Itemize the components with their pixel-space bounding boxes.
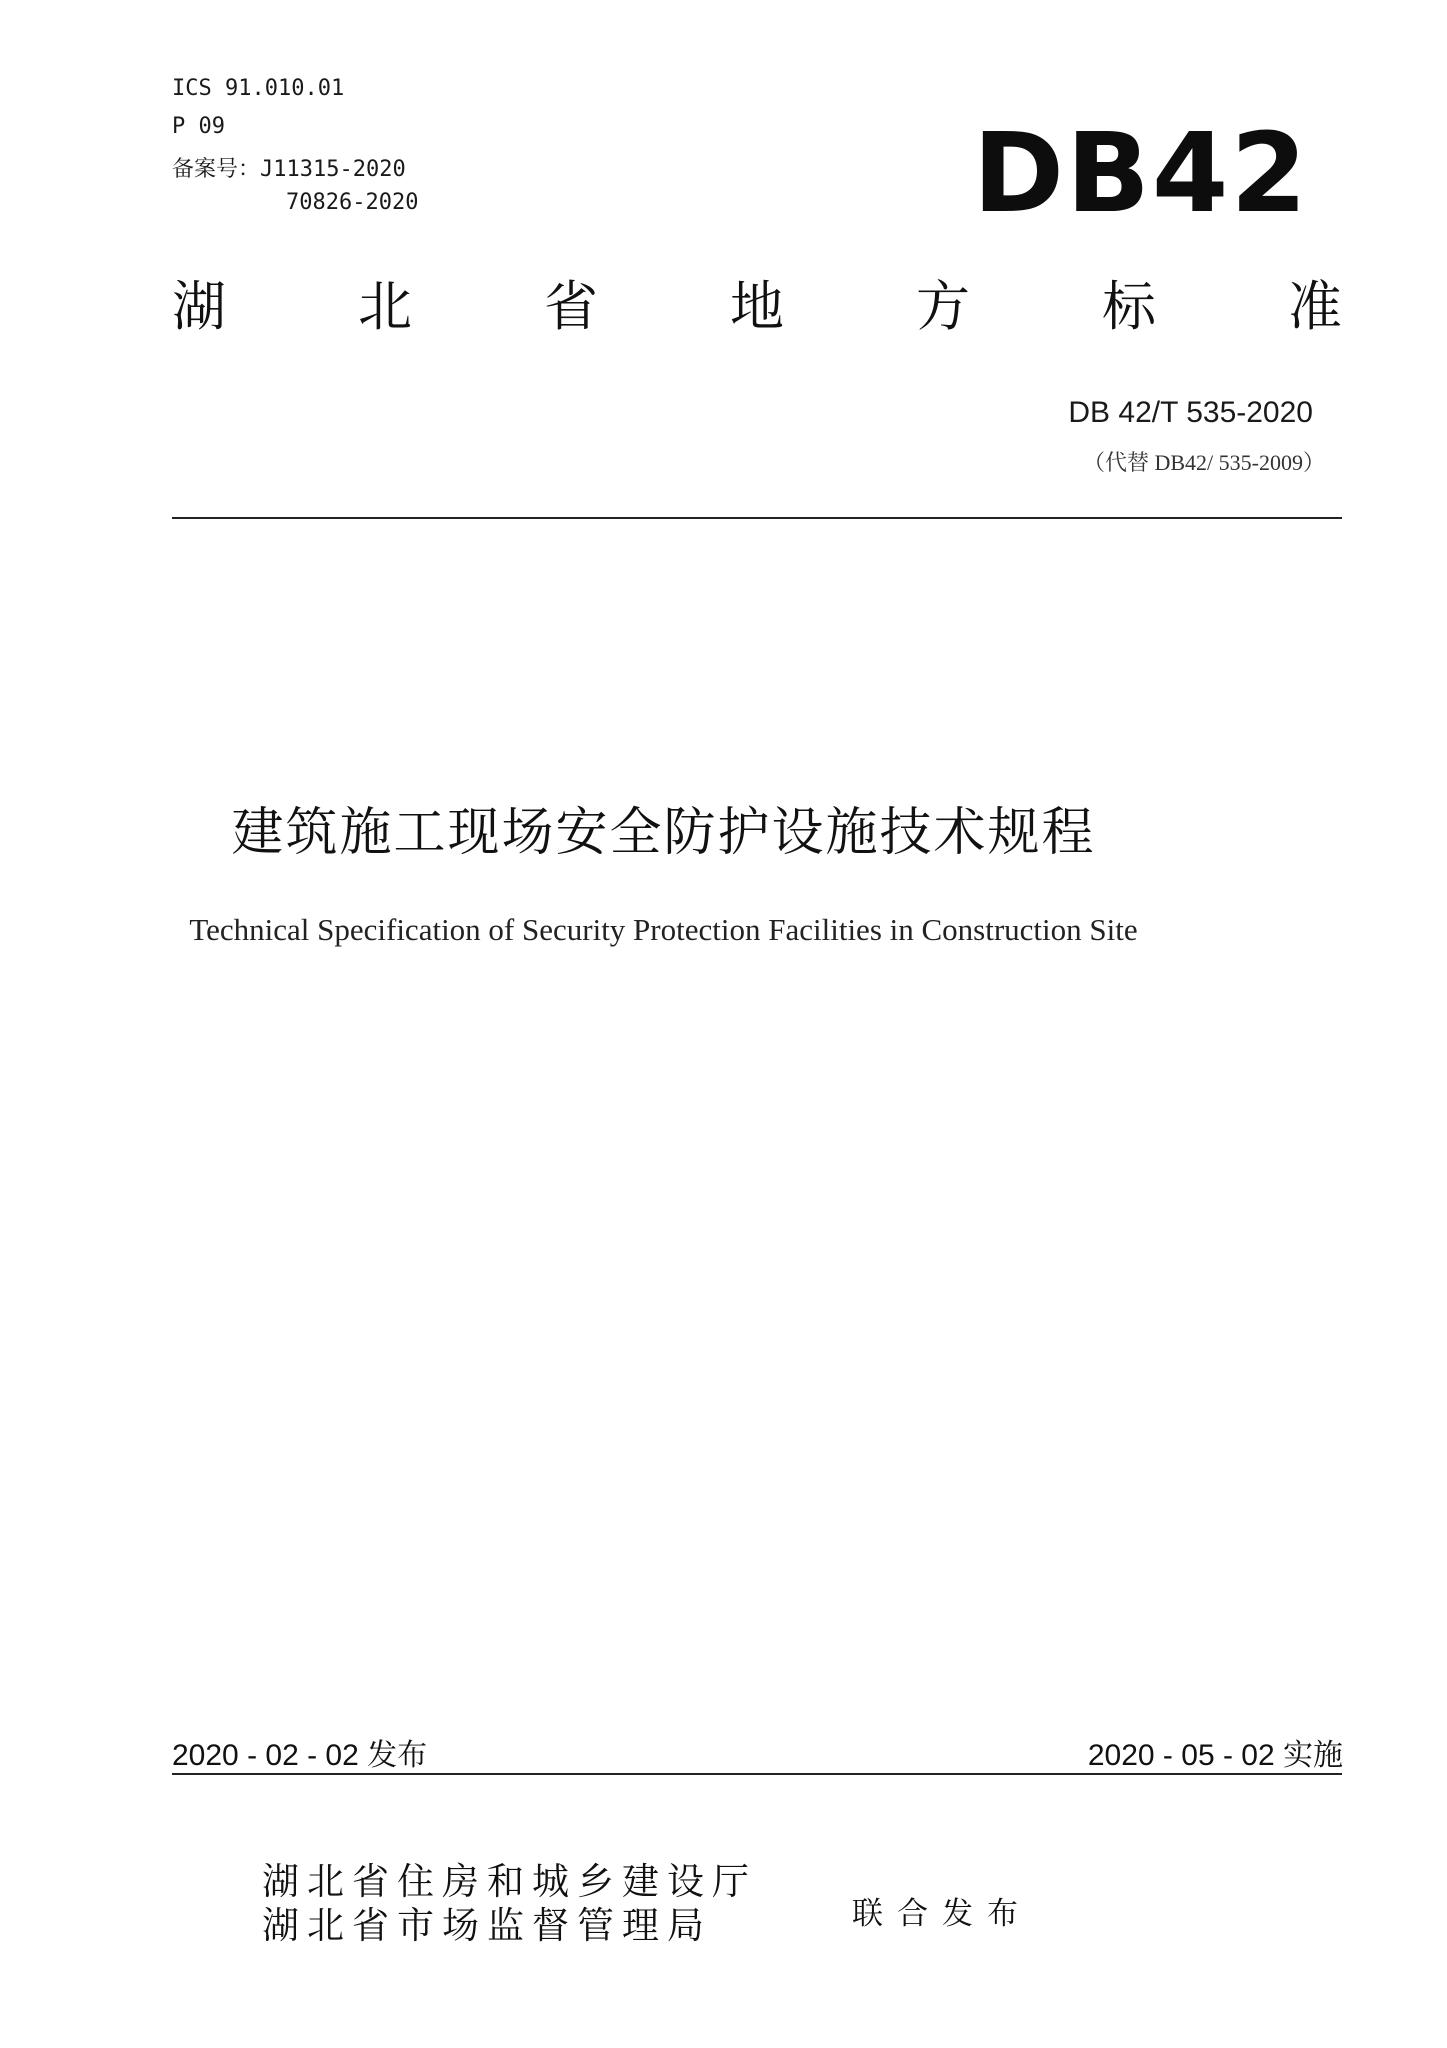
standard-type-char: 方 — [916, 275, 970, 338]
standard-type-char: 湖 — [172, 275, 226, 338]
top-divider — [172, 517, 1342, 519]
standard-type-char: 标 — [1102, 275, 1156, 338]
standard-logo: DB42 — [972, 109, 1309, 237]
standard-type-char: 地 — [730, 275, 784, 338]
record-number-2: 70826-2020 — [286, 190, 419, 215]
ccs-code: P 09 — [172, 114, 225, 139]
standard-number: DB 42/T 535-2020 — [1068, 396, 1313, 429]
replaces-standard: （代替 DB42/ 535-2009） — [1082, 450, 1325, 475]
document-title-english: Technical Specification of Security Protection Facilities in Construction Site — [189, 912, 1138, 947]
issuer-market-regulation: 湖北省市场监督管理局 — [262, 1903, 712, 1947]
issuer-housing-department: 湖北省住房和城乡建设厅 — [262, 1860, 757, 1903]
standard-type-char: 省 — [544, 275, 598, 338]
standard-type-char: 北 — [358, 275, 412, 338]
issuing-authorities — [262, 1860, 757, 1947]
standard-type-char: 准 — [1288, 275, 1342, 338]
standard-type-title — [172, 275, 1342, 338]
ics-code: ICS 91.010.01 — [172, 76, 345, 101]
document-title-chinese: 建筑施工现场安全防护设施技术规程 — [231, 803, 1096, 863]
joint-issue-label: 联合发布 — [852, 1896, 1032, 1932]
record-number: 备案号：J11315-2020 — [172, 157, 406, 182]
implementation-date: 2020 - 05 - 02 实施 — [1087, 1739, 1343, 1772]
issue-date: 2020 - 02 - 02 发布 — [172, 1739, 428, 1772]
bottom-divider — [172, 1773, 1342, 1775]
